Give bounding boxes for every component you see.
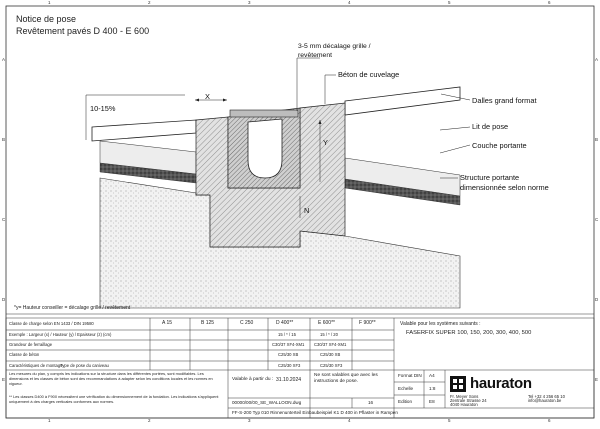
edge-right-e: E bbox=[595, 377, 599, 382]
row-label-dimensions: Exemple : Largeur (x) / Hauteur (y) / Epaisseur (z) (cm) bbox=[9, 332, 112, 337]
row-label-montage: Caractéristiques de montage bbox=[9, 363, 63, 368]
edge-bottom-5: 5 bbox=[448, 418, 451, 423]
company-addr-1: Fr. Meyer Sons bbox=[450, 394, 479, 399]
company-name: hauraton bbox=[470, 375, 532, 392]
edge-left-d: D bbox=[2, 297, 6, 302]
class-f900: F 900** bbox=[359, 320, 376, 326]
edge-right-c: C bbox=[595, 217, 599, 222]
row-label-pose: Type de pose du caniveau bbox=[60, 363, 109, 368]
edge-top-1: 1 bbox=[48, 0, 51, 5]
edge-left-a: A bbox=[2, 57, 6, 62]
format-label: Format DIN bbox=[398, 373, 422, 378]
title-line-2: Revêtement pavés D 400 - E 600 bbox=[16, 26, 150, 36]
class-a15: A 15 bbox=[162, 320, 173, 326]
label-x: X bbox=[205, 92, 210, 101]
label-n: N bbox=[304, 206, 310, 215]
label-dalles: Dalles grand format bbox=[472, 96, 537, 105]
label-slope: 10-15% bbox=[90, 104, 116, 113]
edge-right-b: B bbox=[595, 137, 599, 142]
company-mail: info@hauraton.be bbox=[528, 398, 562, 403]
class-e600: E 600** bbox=[318, 320, 335, 326]
company-addr-2: Zentrale Strasse 24 bbox=[450, 398, 487, 403]
e600-ferr: C30/37 XF4-XM1 bbox=[314, 342, 347, 347]
label-decalage: 3-5 mm décalage grille / bbox=[298, 43, 371, 50]
edition-value: E8 bbox=[429, 399, 435, 404]
row-label-classe: Classe de charge selon EN 1433 / DIN 19580 bbox=[9, 321, 94, 326]
notes-block: Les mesures du plan, y compris les indications sur la structure dans les différentes portées, sont modifiables. Les dimensions et les classes de béton sont des recommandations à adapter selon les conditions locales et les normes en vigueur. bbox=[9, 371, 213, 386]
d400-pose: C25/30 XF3 bbox=[278, 363, 301, 368]
edge-right-d: D bbox=[595, 297, 599, 302]
edge-top-5: 5 bbox=[448, 0, 451, 5]
edge-right-a: A bbox=[595, 57, 599, 62]
edge-top-6: 6 bbox=[548, 0, 551, 5]
class-d400: D 400** bbox=[276, 320, 294, 326]
footnote: *y= Hauteur conseiller = décalage grille / revêtement bbox=[14, 305, 131, 311]
paving-right bbox=[345, 87, 460, 115]
row-label-ferraillage: Grandeur de ferraillage bbox=[9, 342, 53, 347]
edge-top-3: 3 bbox=[248, 0, 251, 5]
e600-beton: C25/30 XB bbox=[320, 352, 341, 357]
label-structure-2: dimensionnée selon norme bbox=[460, 183, 549, 192]
valable-systems: FASERFIX SUPER 100, 150, 200, 300, 400, 500 bbox=[406, 330, 532, 336]
channel-inner bbox=[248, 119, 282, 178]
edge-left-b: B bbox=[2, 137, 6, 142]
label-beton: Béton de cuvelage bbox=[338, 70, 400, 79]
label-couche: Couche portante bbox=[472, 141, 527, 150]
label-decalage-2: revêtement bbox=[298, 52, 333, 59]
d400-dim: 15 / * / 15 bbox=[278, 332, 296, 337]
note-asterisk: ** Les classes D400 à F900 nécessitent une vérification du dimensionnement de la fondation. Les indications s'appliquent uniquement à des charges verticales conformes aux normes. bbox=[9, 394, 219, 404]
edge-bottom-3: 3 bbox=[248, 418, 251, 423]
edge-bottom-1: 1 bbox=[48, 418, 51, 423]
edge-bottom-6: 6 bbox=[548, 418, 551, 423]
company-addr-3: 4040 Hauraton bbox=[450, 402, 478, 407]
paving-left bbox=[92, 120, 196, 141]
edge-left-c: C bbox=[2, 217, 6, 222]
hauraton-logo-mark bbox=[450, 376, 466, 392]
edge-top-4: 4 bbox=[348, 0, 351, 5]
valable-date-label: Valable à partir du : bbox=[232, 377, 274, 382]
edge-bottom-2: 2 bbox=[148, 418, 151, 423]
row-label-beton: Classe de béton bbox=[9, 352, 40, 357]
class-c250: C 250 bbox=[240, 320, 254, 326]
grating bbox=[230, 110, 298, 117]
echelle-value: 1:8 bbox=[429, 386, 436, 391]
label-lit: Lit de pose bbox=[472, 122, 509, 131]
doc-page: 16 bbox=[368, 400, 374, 405]
respecter-note: Ne sont valables que avec les instructions de pose. bbox=[314, 373, 378, 385]
edge-top-2: 2 bbox=[148, 0, 151, 5]
doc-code: 00000/00/00_SE_WALLOON.dwg bbox=[232, 400, 302, 405]
format-value: A4 bbox=[429, 373, 435, 378]
company-tel: Tel +32 4 256 65 10 bbox=[528, 394, 565, 399]
valable-date: 31.10.2024 bbox=[276, 377, 302, 383]
d400-ferr: C30/37 XF4-XM1 bbox=[272, 342, 305, 347]
class-b125: B 125 bbox=[201, 320, 215, 326]
e600-pose: C25/30 XF3 bbox=[320, 363, 343, 368]
echelle-label: Echelle bbox=[398, 386, 414, 391]
d400-beton: C25/30 XB bbox=[278, 352, 299, 357]
valable-label: Valable pour les systèmes suivants : bbox=[400, 321, 481, 327]
doc-description: FF-S-200 Typ 010 Rinnenunterteil Einbaubeispiel K1 D 400 in Pflaster in Rampen bbox=[232, 410, 398, 415]
edge-bottom-4: 4 bbox=[348, 418, 351, 423]
edge-left-e: E bbox=[2, 377, 6, 382]
edition-label: Edition bbox=[398, 399, 413, 404]
label-y: Y bbox=[323, 138, 328, 147]
label-structure-1: Structure portante bbox=[460, 173, 520, 182]
e600-dim: 15 / * / 20 bbox=[320, 332, 338, 337]
title-line-1: Notice de pose bbox=[16, 14, 77, 24]
